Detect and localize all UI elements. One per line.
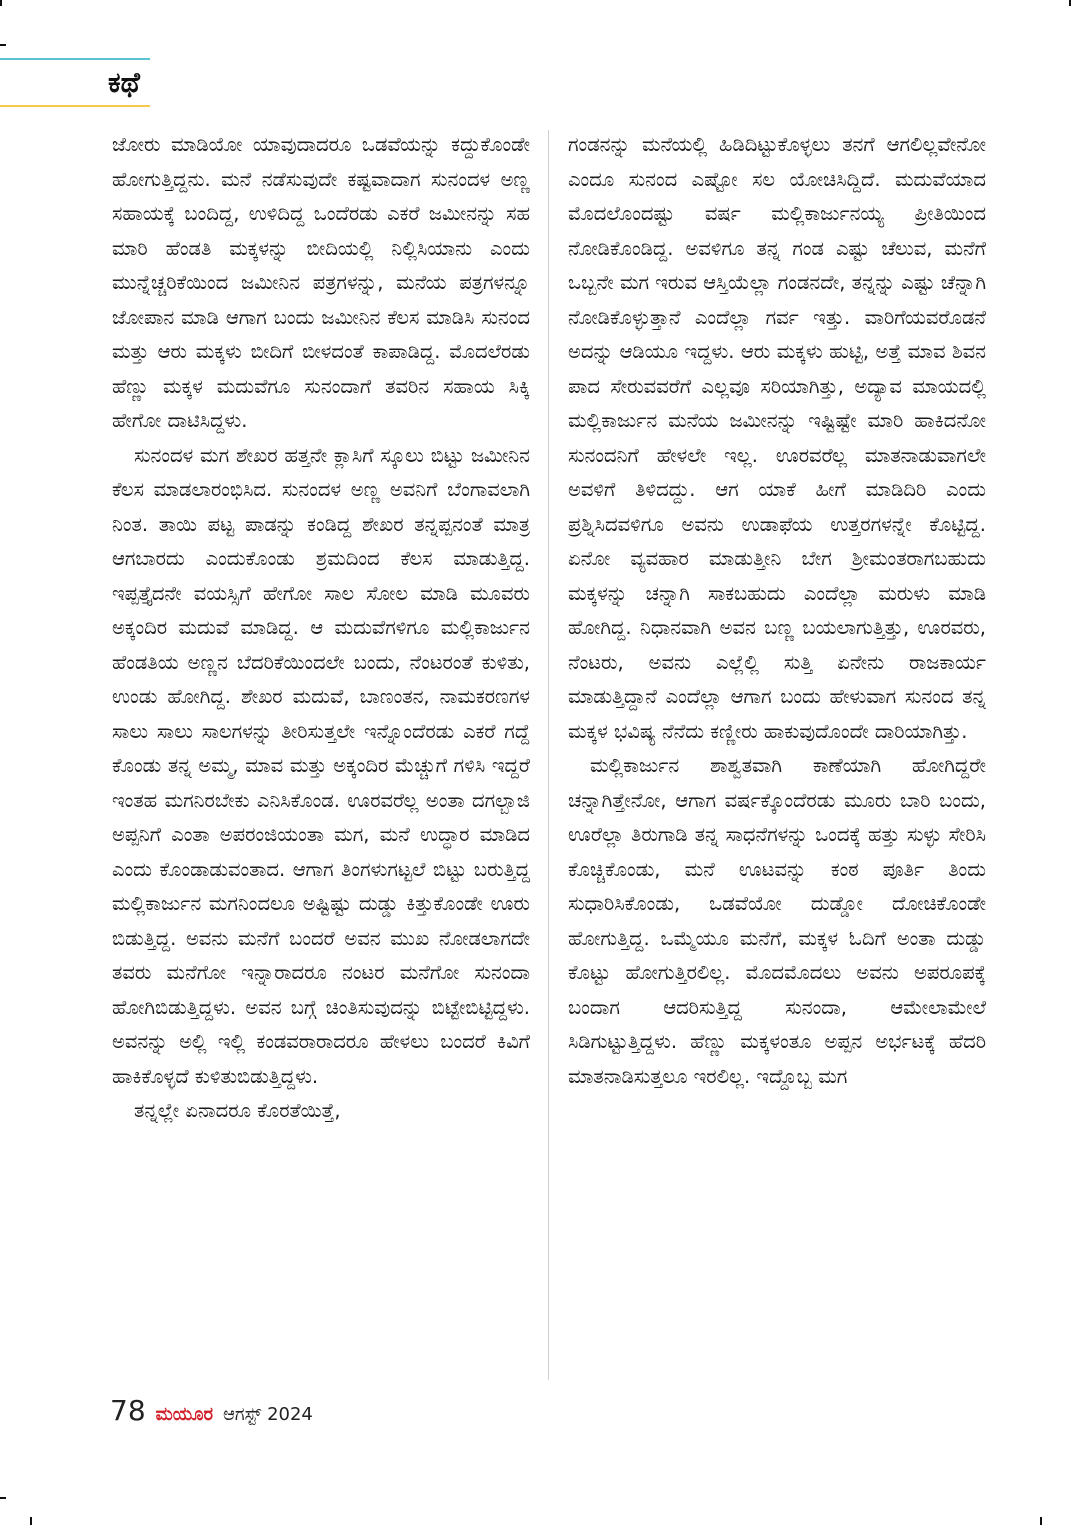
page-footer	[110, 1394, 313, 1427]
crop-mark	[0, 1497, 6, 1499]
right-column	[568, 128, 986, 1094]
column-divider	[548, 130, 549, 1380]
crop-mark	[1069, 0, 1071, 6]
paragraph: ಗಂಡನನ್ನು ಮನೆಯಲ್ಲಿ ಹಿಡಿದಿಟ್ಟುಕೊಳ್ಳಲು ತನಗೆ ಆಗಲಿಲ್ಲವೇನೋ ಎಂದೂ ಸುನಂದ ಎಷ್ಟೋ ಸಲ ಯೋಚಿಸಿದ್ದಿದೆ. ಮದುವೆಯಾದ ಮೊದಲೊಂದಷ್ಟು ವರ್ಷ ಮಲ್ಲಿಕಾರ್ಜುನಯ್ಯ ಪ್ರೀತಿಯಿಂದ ನೋಡಿಕೊಂಡಿದ್ದ. ಅವಳಿಗೂ ತನ್ನ ಗಂಡ ಎಷ್ಟು ಚೆಲುವ, ಮನೆಗೆ ಒಬ್ಬನೇ ಮಗ ಇರುವ ಆಸ್ತಿಯೆಲ್ಲಾ ಗಂಡನದೇ, ತನ್ನನ್ನು ಎಷ್ಟು ಚೆನ್ನಾಗಿ ನೋಡಿಕೊಳ್ಳುತ್ತಾನೆ ಎಂದೆಲ್ಲಾ ಗರ್ವ ಇತ್ತು. ವಾರಿಗೆಯವರೊಡನೆ ಅದನ್ನು ಆಡಿಯೂ ಇದ್ದಳು. ಆರು ಮಕ್ಕಳು ಹುಟ್ಟಿ, ಅತ್ತೆ ಮಾವ ಶಿವನ ಪಾದ ಸೇರುವವರೆಗೆ ಎಲ್ಲವೂ ಸರಿಯಾಗಿತ್ತು, ಅದ್ಯಾವ ಮಾಯದಲ್ಲಿ ಮಲ್ಲಿಕಾರ್ಜುನ ಮನೆಯ ಜಮೀನನ್ನು ಇಷ್ಟಿಷ್ಟೇ ಮಾರಿ ಹಾಕಿದನೋ ಸುನಂದನಿಗೆ ಹೇಳಲೇ ಇಲ್ಲ. ಊರವರೆಲ್ಲ ಮಾತನಾಡುವಾಗಲೇ ಅವಳಿಗೆ ತಿಳಿದದ್ದು. ಆಗ ಯಾಕೆ ಹೀಗೆ ಮಾಡಿದಿರಿ ಎಂದು ಪ್ರಶ್ನಿಸಿದವಳಿಗೂ ಅವನು ಉಡಾಫೆಯ ಉತ್ತರಗಳನ್ನೇ ಕೊಟ್ಟಿದ್ದ. ಏನೋ ವ್ಯವಹಾರ ಮಾಡುತ್ತೀನಿ ಬೇಗ ಶ್ರೀಮಂತರಾಗಬಹುದು ಮಕ್ಕಳನ್ನು ಚನ್ನಾಗಿ ಸಾಕಬಹುದು ಎಂದೆಲ್ಲಾ ಮರುಳು ಮಾಡಿ ಹೋಗಿದ್ದ. ನಿಧಾನವಾಗಿ ಅವನ ಬಣ್ಣ ಬಯಲಾಗುತ್ತಿತ್ತು, ಊರವರು, ನೆಂಟರು, ಅವನು ಎಲ್ಲೆಲ್ಲಿ ಸುತ್ತಿ ಏನೇನು ರಾಜಕಾರ್ಯ ಮಾಡುತ್ತಿದ್ದಾನೆ ಎಂದೆಲ್ಲಾ ಆಗಾಗ ಬಂದು ಹೇಳುವಾಗ ಸುನಂದ ತನ್ನ ಮಕ್ಕಳ ಭವಿಷ್ಯ ನೆನೆದು ಕಣ್ಣೀರು ಹಾಕುವುದೊಂದೇ ದಾರಿಯಾಗಿತ್ತು.	[568, 133, 986, 743]
section-title: ಕಥೆ	[108, 66, 140, 99]
header-rule-top	[0, 58, 150, 60]
header-rule-bottom	[0, 105, 150, 107]
issue-date: ಆಗಸ್ಟ್ 2024	[223, 1404, 313, 1425]
page-number: 78	[110, 1394, 146, 1427]
paragraph: ಮಲ್ಲಿಕಾರ್ಜುನ ಶಾಶ್ವತವಾಗಿ ಕಾಣೆಯಾಗಿ ಹೋಗಿದ್ದರೇ ಚನ್ನಾಗಿತ್ತೇನೋ, ಆಗಾಗ ವರ್ಷಕ್ಕೊಂದೆರಡು ಮೂರು ಬಾರಿ ಬಂದು, ಊರೆಲ್ಲಾ ತಿರುಗಾಡಿ ತನ್ನ ಸಾಧನೆಗಳನ್ನು ಒಂದಕ್ಕೆ ಹತ್ತು ಸುಳ್ಳು ಸೇರಿಸಿ ಕೊಚ್ಚಿಕೊಂಡು, ಮನೆ ಊಟವನ್ನು ಕಂಠ ಪೂರ್ತಿ ತಿಂದು ಸುಧಾರಿಸಿಕೊಂಡು, ಒಡವೆಯೋ ದುಡ್ಡೋ ದೋಚಿಕೊಂಡೇ ಹೋಗುತ್ತಿದ್ದ. ಒಮ್ಮೆಯೂ ಮನೆಗೆ, ಮಕ್ಕಳ ಓದಿಗೆ ಅಂತಾ ದುಡ್ಡು ಕೊಟ್ಟು ಹೋಗುತ್ತಿರಲಿಲ್ಲ. ಮೊದಮೊದಲು ಅವನು ಅಪರೂಪಕ್ಕೆ ಬಂದಾಗ ಆದರಿಸುತ್ತಿದ್ದ ಸುನಂದಾ, ಆಮೇಲಾಮೇಲೆ ಸಿಡಿಗುಟ್ಟುತ್ತಿದ್ದಳು. ಹೆಣ್ಣು ಮಕ್ಕಳಂತೂ ಅಪ್ಪನ ಅರ್ಭಟಕ್ಕೆ ಹೆದರಿ ಮಾತನಾಡಿಸುತ್ತಲೂ ಇರಲಿಲ್ಲ. ಇದ್ದೊಬ್ಬ ಮಗ	[568, 754, 986, 1088]
crop-mark	[1040, 1517, 1042, 1525]
left-column	[112, 128, 530, 1129]
crop-mark	[30, 1517, 32, 1525]
paragraph: ಜೋರು ಮಾಡಿಯೋ ಯಾವುದಾದರೂ ಒಡವೆಯನ್ನು ಕದ್ದುಕೊಂಡೇ ಹೋಗುತ್ತಿದ್ದನು. ಮನೆ ನಡೆಸುವುದೇ ಕಷ್ಟವಾದಾಗ ಸುನಂದಳ ಅಣ್ಣ ಸಹಾಯಕ್ಕೆ ಬಂದಿದ್ದ, ಉಳಿದಿದ್ದ ಒಂದೆರಡು ಎಕರೆ ಜಮೀನನ್ನು ಸಹ ಮಾರಿ ಹೆಂಡತಿ ಮಕ್ಕಳನ್ನು ಬೀದಿಯಲ್ಲಿ ನಿಲ್ಲಿಸಿಯಾನು ಎಂದು ಮುನ್ನೆಚ್ಚರಿಕೆಯಿಂದ ಜಮೀನಿನ ಪತ್ರಗಳನ್ನು, ಮನೆಯ ಪತ್ರಗಳನ್ನೂ ಜೋಪಾನ ಮಾಡಿ ಆಗಾಗ ಬಂದು ಜಮೀನಿನ ಕೆಲಸ ಮಾಡಿಸಿ ಸುನಂದ ಮತ್ತು ಆರು ಮಕ್ಕಳು ಬೀದಿಗೆ ಬೀಳದಂತೆ ಕಾಪಾಡಿದ್ದ. ಮೊದಲೆರಡು ಹೆಣ್ಣು ಮಕ್ಕಳ ಮದುವೆಗೂ ಸುನಂದಾಗೆ ತವರಿನ ಸಹಾಯ ಸಿಕ್ಕಿ ಹೇಗೋ ದಾಟಿಸಿದ್ದಳು.	[112, 133, 530, 432]
magazine-logo: ಮಯೂರ	[155, 1404, 214, 1425]
crop-mark	[0, 0, 2, 6]
section-header	[0, 58, 150, 110]
crop-mark	[0, 44, 6, 46]
paragraph: ತನ್ನಲ್ಲೇ ಏನಾದರೂ ಕೊರತೆಯಿತ್ತೆ,	[134, 1099, 341, 1122]
paragraph: ಸುನಂದಳ ಮಗ ಶೇಖರ ಹತ್ತನೇ ಕ್ಲಾಸಿಗೆ ಸ್ಕೂಲು ಬಿಟ್ಟು ಜಮೀನಿನ ಕೆಲಸ ಮಾಡಲಾರಂಭಿಸಿದ. ಸುನಂದಳ ಅಣ್ಣ ಅವನಿಗೆ ಬೆಂಗಾವಲಾಗಿ ನಿಂತ. ತಾಯಿ ಪಟ್ಟ ಪಾಡನ್ನು ಕಂಡಿದ್ದ ಶೇಖರ ತನ್ನಪ್ಪನಂತೆ ಮಾತ್ರ ಆಗಬಾರದು ಎಂದುಕೊಂಡು ಶ್ರಮದಿಂದ ಕೆಲಸ ಮಾಡುತ್ತಿದ್ದ. ಇಪ್ಪತ್ತೈದನೇ ವಯಸ್ಸಿಗೆ ಹೇಗೋ ಸಾಲ ಸೋಲ ಮಾಡಿ ಮೂವರು ಅಕ್ಕಂದಿರ ಮದುವೆ ಮಾಡಿದ್ದ. ಆ ಮದುವೆಗಳಿಗೂ ಮಲ್ಲಿಕಾರ್ಜುನ ಹೆಂಡತಿಯ ಅಣ್ಣನ ಬೆದರಿಕೆಯಿಂದಲೇ ಬಂದು, ನೆಂಟರಂತೆ ಕುಳಿತು, ಉಂಡು ಹೋಗಿದ್ದ. ಶೇಖರ ಮದುವೆ, ಬಾಣಂತನ, ನಾಮಕರಣಗಳ ಸಾಲು ಸಾಲು ಸಾಲಗಳನ್ನು ತೀರಿಸುತ್ತಲೇ ಇನ್ನೊಂದೆರಡು ಎಕರೆ ಗದ್ದೆ ಕೊಂಡು ತನ್ನ ಅಮ್ಮ, ಮಾವ ಮತ್ತು ಅಕ್ಕಂದಿರ ಮೆಚ್ಚುಗೆ ಗಳಿಸಿ ಇದ್ದರೆ ಇಂತಹ ಮಗನಿರಬೇಕು ಎನಿಸಿಕೊಂಡ. ಊರವರೆಲ್ಲ ಅಂತಾ ದಗಲ್ಬಾಜಿ ಅಪ್ಪನಿಗೆ ಎಂತಾ ಅಪರಂಜಿಯಂತಾ ಮಗ, ಮನೆ ಉದ್ಧಾರ ಮಾಡಿದ ಎಂದು ಕೊಂಡಾಡುವಂತಾದ. ಆಗಾಗ ತಿಂಗಳುಗಟ್ಟಲೆ ಬಿಟ್ಟು ಬರುತ್ತಿದ್ದ ಮಲ್ಲಿಕಾರ್ಜುನ ಮಗನಿಂದಲೂ ಅಷ್ಟಿಷ್ಟು ದುಡ್ಡು ಕಿತ್ತುಕೊಂಡೇ ಊರು ಬಿಡುತ್ತಿದ್ದ. ಅವನು ಮನೆಗೆ ಬಂದರೆ ಅವನ ಮುಖ ನೋಡಲಾಗದೇ ತವರು ಮನೆಗೋ ಇನ್ನಾರಾದರೂ ನಂಟರ ಮನೆಗೋ ಸುನಂದಾ ಹೋಗಿಬಿಡುತ್ತಿದ್ದಳು. ಅವನ ಬಗ್ಗೆ ಚಿಂತಿಸುವುದನ್ನು ಬಿಟ್ಟೇಬಿಟ್ಟಿದ್ದಳು. ಅವನನ್ನು ಅಲ್ಲಿ ಇಲ್ಲಿ ಕಂಡವರಾರಾದರೂ ಹೇಳಲು ಬಂದರೆ ಕಿವಿಗೆ ಹಾಕಿಕೊಳ್ಳದೆ ಕುಳಿತುಬಿಡುತ್ತಿದ್ದಳು.	[112, 443, 530, 1088]
